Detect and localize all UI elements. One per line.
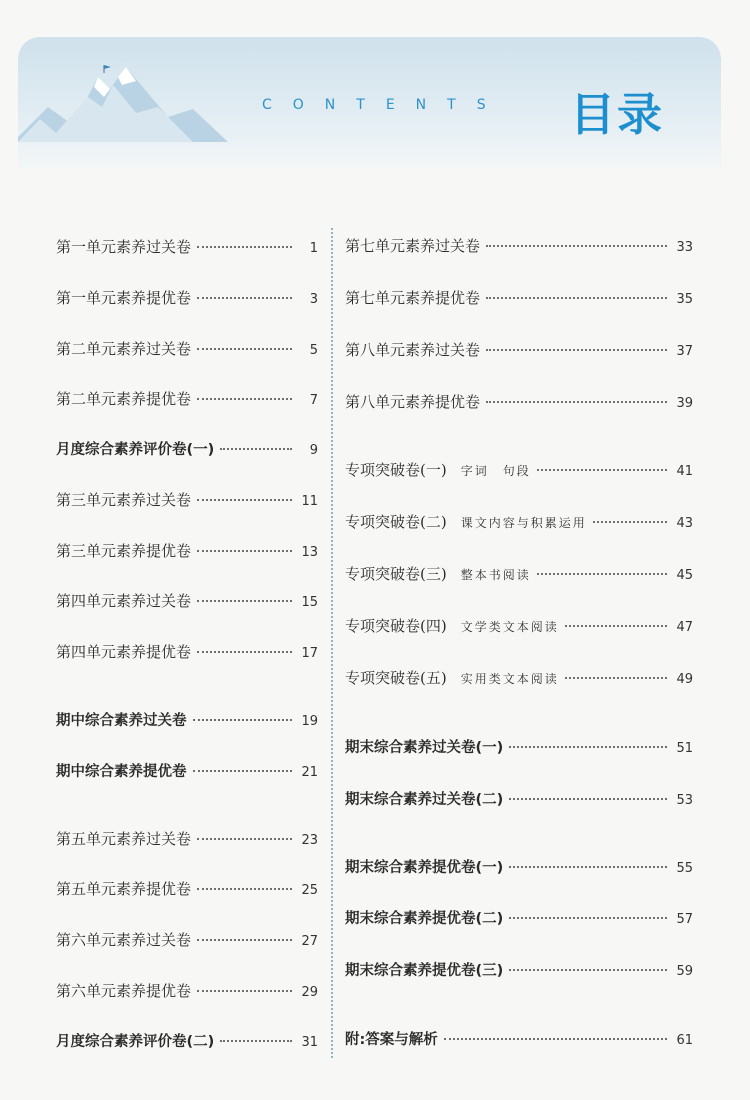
toc-entry-title: 第七单元素养过关卷 — [345, 237, 481, 255]
toc-entry-title: 专项突破卷(五) — [345, 669, 447, 687]
dot-leader — [197, 499, 292, 501]
dot-leader — [509, 866, 667, 868]
toc-entry-page: 31 — [301, 1035, 318, 1050]
toc-entry[interactable] — [345, 615, 693, 636]
dot-leader — [193, 719, 293, 721]
toc-entry[interactable] — [56, 929, 318, 950]
toc-entry-title: 第四单元素养提优卷 — [56, 643, 192, 661]
dot-leader — [509, 969, 667, 971]
dot-leader — [197, 939, 292, 941]
dot-leader — [537, 573, 667, 575]
dot-leader — [193, 770, 293, 772]
toc-entry[interactable] — [56, 878, 318, 899]
dot-leader — [197, 838, 292, 840]
toc-entry[interactable] — [56, 1030, 318, 1051]
toc-entry-title: 期末综合素养提优卷(三) — [345, 963, 504, 979]
toc-entry-page: 27 — [301, 934, 318, 949]
toc-entry-title: 第二单元素养过关卷 — [56, 340, 192, 358]
toc-entry-page: 23 — [301, 833, 318, 848]
toc-entry[interactable] — [345, 959, 693, 980]
dot-leader — [197, 651, 292, 653]
toc-entry[interactable] — [56, 438, 318, 459]
toc-entry-title: 附:答案与解析 — [345, 1032, 438, 1048]
toc-entry-title: 第五单元素养提优卷 — [56, 880, 192, 898]
toc-entry-page: 9 — [309, 443, 318, 458]
toc-entry[interactable] — [56, 590, 318, 611]
toc-entry-title: 专项突破卷(三) — [345, 565, 447, 583]
toc-entry[interactable] — [56, 760, 318, 781]
toc-entry-subtitle: 实用类文本阅读 — [460, 672, 559, 686]
toc-entry-page: 17 — [301, 646, 318, 661]
toc-entry-page: 43 — [676, 516, 693, 531]
dot-leader — [486, 245, 667, 247]
toc-entry-title: 第二单元素养提优卷 — [56, 390, 192, 408]
toc-entry-title: 第三单元素养提优卷 — [56, 542, 192, 560]
dot-leader — [197, 888, 292, 890]
toc-entry-page: 55 — [676, 861, 693, 876]
toc-entry[interactable] — [345, 511, 693, 532]
toc-entry-title: 期末综合素养过关卷(二) — [345, 792, 504, 808]
toc-entry[interactable] — [345, 235, 693, 256]
dot-leader — [444, 1038, 667, 1040]
toc-entry[interactable] — [56, 709, 318, 730]
toc-entry-title: 第八单元素养提优卷 — [345, 393, 481, 411]
dot-leader — [509, 746, 667, 748]
toc-entry-title: 专项突破卷(一) — [345, 461, 447, 479]
toc-entry-page: 37 — [676, 344, 693, 359]
toc-entry[interactable] — [56, 388, 318, 409]
toc-entry-title: 期末综合素养过关卷(一) — [345, 740, 504, 756]
dot-leader — [565, 677, 667, 679]
toc-entry-title: 第六单元素养提优卷 — [56, 982, 192, 1000]
page-title: 目录 — [570, 88, 665, 141]
toc-entry-title: 专项突破卷(四) — [345, 617, 447, 635]
toc-entry[interactable] — [56, 641, 318, 662]
toc-entry-title: 期中综合素养过关卷 — [56, 713, 187, 729]
toc-entry[interactable] — [56, 540, 318, 561]
toc-entry-page: 57 — [676, 912, 693, 927]
dot-leader — [197, 297, 292, 299]
dot-leader — [486, 349, 667, 351]
toc-entry-subtitle: 整本书阅读 — [460, 568, 531, 582]
dot-leader — [486, 297, 667, 299]
toc-entry-page: 33 — [676, 240, 693, 255]
dot-leader — [593, 521, 667, 523]
toc-entry-page: 11 — [301, 494, 318, 509]
toc-entry-title: 期末综合素养提优卷(二) — [345, 911, 504, 927]
toc-entry[interactable] — [345, 339, 693, 360]
toc-entry-subtitle: 文学类文本阅读 — [460, 620, 559, 634]
toc-entry-title: 第七单元素养提优卷 — [345, 289, 481, 307]
toc-entry-page: 59 — [676, 964, 693, 979]
toc-entry-page: 13 — [301, 545, 318, 560]
dot-leader — [486, 401, 667, 403]
toc-entry-title: 第一单元素养提优卷 — [56, 289, 192, 307]
toc-entry-page: 29 — [301, 985, 318, 1000]
toc-entry[interactable] — [345, 563, 693, 584]
dot-leader — [509, 798, 667, 800]
toc-entry-title: 期末综合素养提优卷(一) — [345, 860, 504, 876]
toc-entry[interactable] — [345, 287, 693, 308]
toc-entry-title: 第八单元素养过关卷 — [345, 341, 481, 359]
toc-entry-page: 61 — [676, 1033, 693, 1048]
toc-entry-page: 51 — [676, 741, 693, 756]
toc-entry-subtitle: 课文内容与积累运用 — [460, 516, 587, 530]
toc-entry-title: 第三单元素养过关卷 — [56, 491, 192, 509]
toc-entry-page: 15 — [301, 595, 318, 610]
toc-entry-page: 19 — [301, 714, 318, 729]
toc-entry[interactable] — [345, 856, 693, 877]
toc-entry[interactable] — [56, 338, 318, 359]
dot-leader — [197, 398, 292, 400]
toc-entry[interactable] — [345, 667, 693, 688]
toc-entry[interactable] — [56, 489, 318, 510]
toc-entry-page: 45 — [676, 568, 693, 583]
toc-entry-page: 35 — [676, 292, 693, 307]
toc-entry[interactable] — [345, 459, 693, 480]
dot-leader — [197, 246, 292, 248]
toc-entry-page: 53 — [676, 793, 693, 808]
toc-entry-page: 47 — [676, 620, 693, 635]
toc-entry-subtitle: 字词 句段 — [460, 464, 531, 478]
toc-entry[interactable] — [345, 736, 693, 757]
toc-entry-page: 39 — [676, 396, 693, 411]
toc-entry-page: 25 — [301, 883, 318, 898]
dot-leader — [220, 448, 292, 450]
toc-entry-page: 49 — [676, 672, 693, 687]
dot-leader — [565, 625, 667, 627]
toc-entry-title: 月度综合素养评价卷(一) — [56, 442, 215, 458]
toc-entry-title: 第四单元素养过关卷 — [56, 592, 192, 610]
toc-entry[interactable] — [56, 828, 318, 849]
contents-label: CONTENTS — [262, 97, 507, 113]
toc-entry-page: 1 — [309, 241, 318, 256]
toc-entry[interactable] — [56, 236, 318, 257]
toc-entry-page: 41 — [676, 464, 693, 479]
toc-entry[interactable] — [345, 1028, 693, 1049]
dot-leader — [537, 469, 667, 471]
dot-leader — [197, 550, 292, 552]
dot-leader — [220, 1040, 292, 1042]
toc-entry[interactable] — [56, 287, 318, 308]
dot-leader — [197, 348, 292, 350]
toc-entry-title: 第一单元素养过关卷 — [56, 238, 192, 256]
column-divider — [331, 228, 333, 1058]
toc-entry-title: 月度综合素养评价卷(二) — [56, 1034, 215, 1050]
toc-entry[interactable] — [56, 980, 318, 1001]
toc-entry-title: 期中综合素养提优卷 — [56, 764, 187, 780]
dot-leader — [197, 990, 292, 992]
toc-entry-page: 3 — [309, 292, 318, 307]
toc-entry-title: 第六单元素养过关卷 — [56, 931, 192, 949]
dot-leader — [197, 600, 292, 602]
toc-entry[interactable] — [345, 788, 693, 809]
toc-entry-title: 第五单元素养过关卷 — [56, 830, 192, 848]
toc-entry[interactable] — [345, 391, 693, 412]
toc-entry-page: 21 — [301, 765, 318, 780]
toc-entry-page: 7 — [309, 393, 318, 408]
dot-leader — [509, 917, 667, 919]
toc-entry[interactable] — [345, 907, 693, 928]
toc-entry-page: 5 — [309, 343, 318, 358]
toc-entry-title: 专项突破卷(二) — [345, 513, 447, 531]
